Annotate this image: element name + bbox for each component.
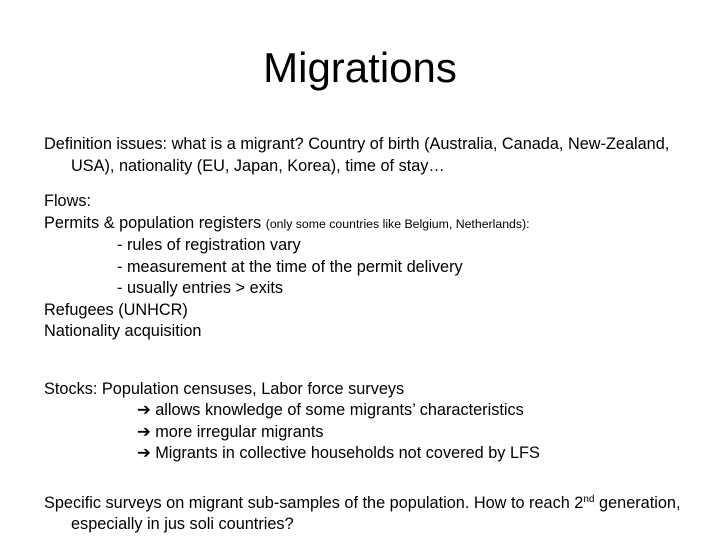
stocks-heading: Stocks: Population censuses, Labor force surveys — [44, 379, 405, 398]
flows-heading: Flows: — [44, 192, 92, 210]
stocks-item — [44, 443, 704, 465]
nationality-line: Nationality acquisition — [44, 322, 202, 340]
stocks-item-text: more irregular migrants — [155, 422, 324, 441]
stocks-item — [44, 400, 704, 422]
permits-main-text: Permits & population registers — [44, 213, 262, 232]
arrow-right-icon: ➔ — [137, 422, 151, 441]
arrow-right-icon: ➔ — [137, 444, 151, 462]
refugees-line: Refugees (UNHCR) — [44, 300, 188, 319]
stocks-item-text: allows knowledge of some migrants’ characteristics — [155, 401, 524, 419]
stocks-item-text: Migrants in collective households not covered by LFS — [155, 444, 540, 462]
specific-text: Specific surveys on migrant sub-samples of the population. How to reach 2 — [44, 493, 584, 512]
slide-title: Migrations — [263, 44, 457, 91]
flows-subitem: - rules of registration vary — [117, 236, 301, 254]
specific-text-continued: generation, especially in jus soli countries? — [71, 493, 681, 533]
ordinal-suffix: nd — [583, 493, 595, 505]
permits-note: (only some countries like Belgium, Netherlands): — [265, 216, 530, 231]
permits-line — [44, 213, 704, 236]
slide-body — [44, 134, 704, 536]
definition-paragraph: Definition issues: what is a migrant? Country of birth (Australia, Canada, New-Zealand, USA), nationality (EU, Japan, Korea), time of stay… — [44, 135, 670, 175]
stocks-item — [44, 422, 704, 444]
arrow-right-icon: ➔ — [137, 401, 151, 419]
flows-subitem: - usually entries > exits — [117, 279, 284, 297]
specific-surveys-paragraph — [44, 493, 704, 536]
flows-subitem: - measurement at the time of the permit delivery — [117, 257, 463, 276]
